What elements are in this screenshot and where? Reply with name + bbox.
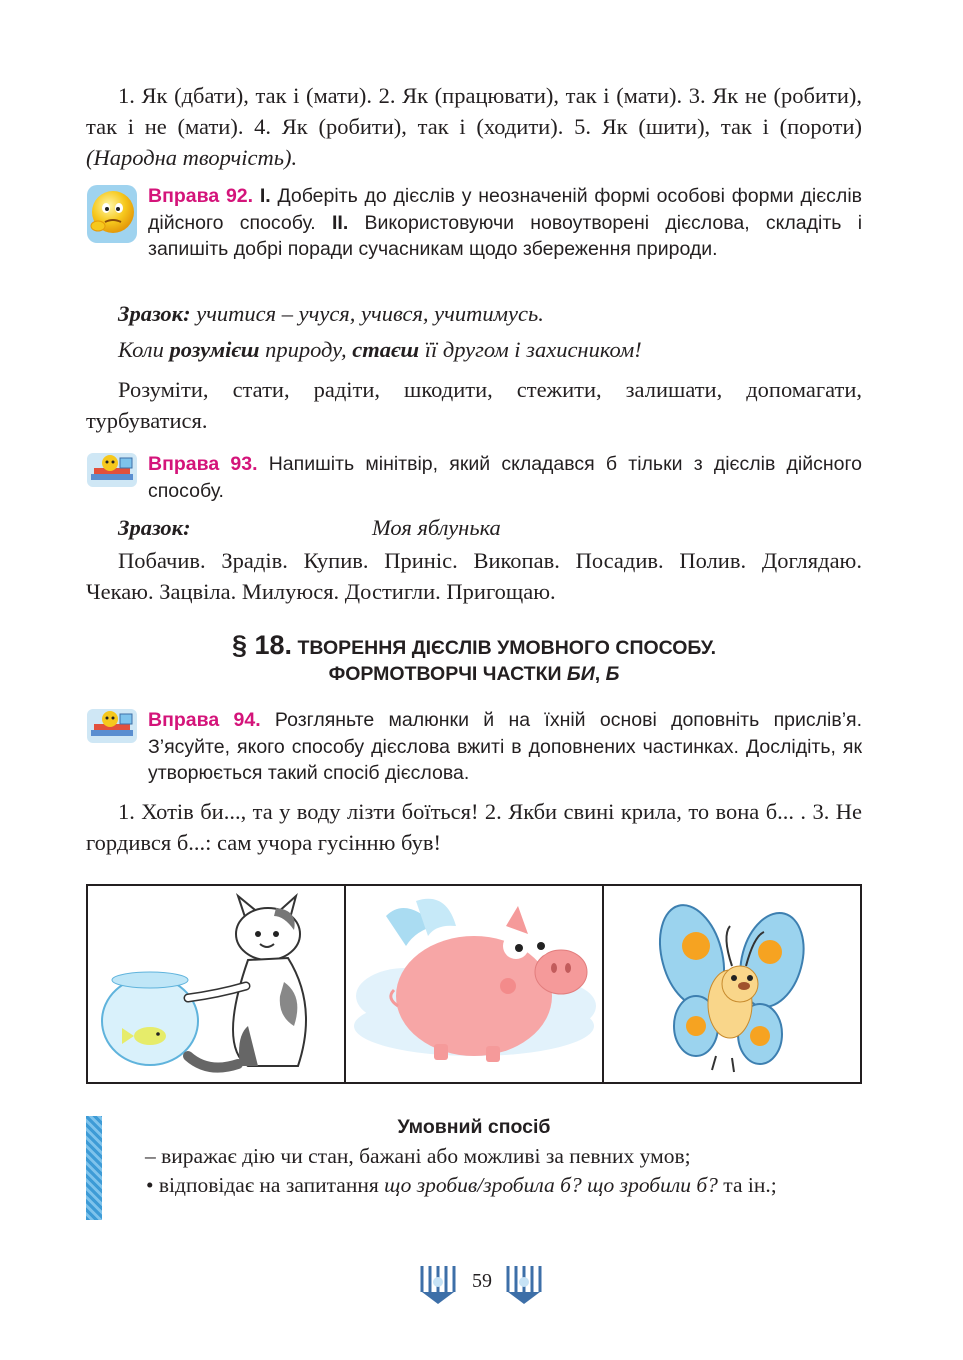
sentence-part: її другом і захисником! <box>424 337 642 362</box>
sample-label: Зразок: <box>118 301 191 326</box>
particle-b: Б <box>605 663 620 685</box>
illustration-panels <box>86 884 862 1084</box>
section-title-line1: ТВОРЕННЯ ДІЄСЛІВ УМОВНОГО СПОСОБУ. <box>297 637 717 659</box>
comma: , <box>594 663 601 685</box>
exercise-92-word-list <box>86 374 862 436</box>
page-number: 59 <box>472 1270 492 1292</box>
exercise-92-label: Вправа 92. <box>148 185 254 207</box>
rule-line2-prefix: • відповідає на запитання <box>146 1173 379 1197</box>
particle-by: БИ <box>566 663 595 685</box>
section-number: § 18. <box>231 630 293 660</box>
rule-line2-suffix: та ін.; <box>723 1173 777 1197</box>
word-list-text: Розуміти, стати, радіти, шкодити, стежити, залишати, допомагати, турбуватися. <box>86 377 862 433</box>
exercise-92-text-part1: Доберіть до дієслів у неозначеній формі особові форми дієслів дійсного способу. <box>148 185 863 234</box>
exercise-92-task <box>148 183 862 263</box>
part-two-marker: II. <box>331 211 349 234</box>
section-heading-line1 <box>86 632 862 661</box>
proverbs-paragraph <box>86 80 862 173</box>
sample-label: Зразок: <box>118 515 191 540</box>
exercise-94-text: Розгляньте малюнки й на їхній основі доповніть прислів’я. З’ясуйте, якого способу дієслова вжиті в доповнених частинках. Дослідіть, як утворюється такий спосіб дієслова. <box>148 709 862 784</box>
books-mascot-icon <box>86 708 138 744</box>
rule-line1: – виражає дію чи стан, бажані або можливі за певних умов; <box>145 1144 691 1168</box>
exercise-93-label: Вправа 93. <box>148 453 258 475</box>
rule-line2-questions: що зробив/зробила б? що зробили б? <box>384 1173 718 1197</box>
section-heading-line2 <box>86 661 862 687</box>
books-mascot-icon <box>86 452 138 488</box>
butterfly-illustration <box>604 886 860 1082</box>
exercise-94-task <box>148 707 862 787</box>
exercise-94-label: Вправа 94. <box>148 709 261 731</box>
proverbs-to-complete: 1. Хотів би..., та у воду лізти боїться! 2. Якби свині крила, то вона б... . 3. Не гордився б...: сам учора гусінню був! <box>86 799 862 855</box>
sentence-part: Коли <box>118 337 164 362</box>
flying-pig-illustration <box>346 886 604 1082</box>
ornament-left-icon <box>418 1262 458 1306</box>
exercise-93-task <box>148 451 862 504</box>
exercise-92-sample <box>118 298 862 329</box>
part-one-marker: I. <box>259 185 271 207</box>
sentence-bold-verb: розумієш <box>169 337 260 362</box>
exercise-93-text: Напишіть мінітвір, який складався б тільки з дієслів дійсного способу. <box>148 453 862 502</box>
proverbs-source: (Народна творчість). <box>86 145 298 170</box>
sentence-bold-verb: стаєш <box>352 337 420 362</box>
exercise-93-sample-text <box>86 545 862 607</box>
sample-text: учитися – учуся, учився, учитимусь. <box>196 301 544 326</box>
section-heading <box>86 632 862 687</box>
cat-fishbowl-illustration <box>88 886 346 1082</box>
rule-line2 <box>114 1170 862 1201</box>
section-title-line2: ФОРМОТВОРЧІ ЧАСТКИ <box>328 663 562 685</box>
exercise-94-proverbs <box>86 796 862 858</box>
exercise-92-text-part2: Використовуючи новоутворені дієслова, складіть і запишіть добрі поради сучасникам щодо збереження природи. <box>148 211 863 260</box>
exercise-92-sentence <box>118 334 862 365</box>
exercise-93-sample <box>118 512 862 543</box>
ornament-right-icon <box>504 1262 544 1306</box>
emoji-thinking-icon <box>86 184 138 244</box>
sample-title: Моя яблунька <box>372 515 501 540</box>
rule-title: Умовний спосіб <box>397 1116 551 1138</box>
sample-story-text: Побачив. Зрадів. Купив. Приніс. Викопав. Посадив. Полив. Доглядаю. Чекаю. Зацвіла. Милуюся. Достигли. Пригощаю. <box>86 548 862 604</box>
proverbs-text: 1. Як (дбати), так і (мати). 2. Як (працювати), так і (мати). 3. Як не (робити), так і не (мати). 4. Як (робити), так і (ходити). 5. Як (шити), так і (пороти) <box>86 83 862 139</box>
sentence-part: природу, <box>265 337 347 362</box>
